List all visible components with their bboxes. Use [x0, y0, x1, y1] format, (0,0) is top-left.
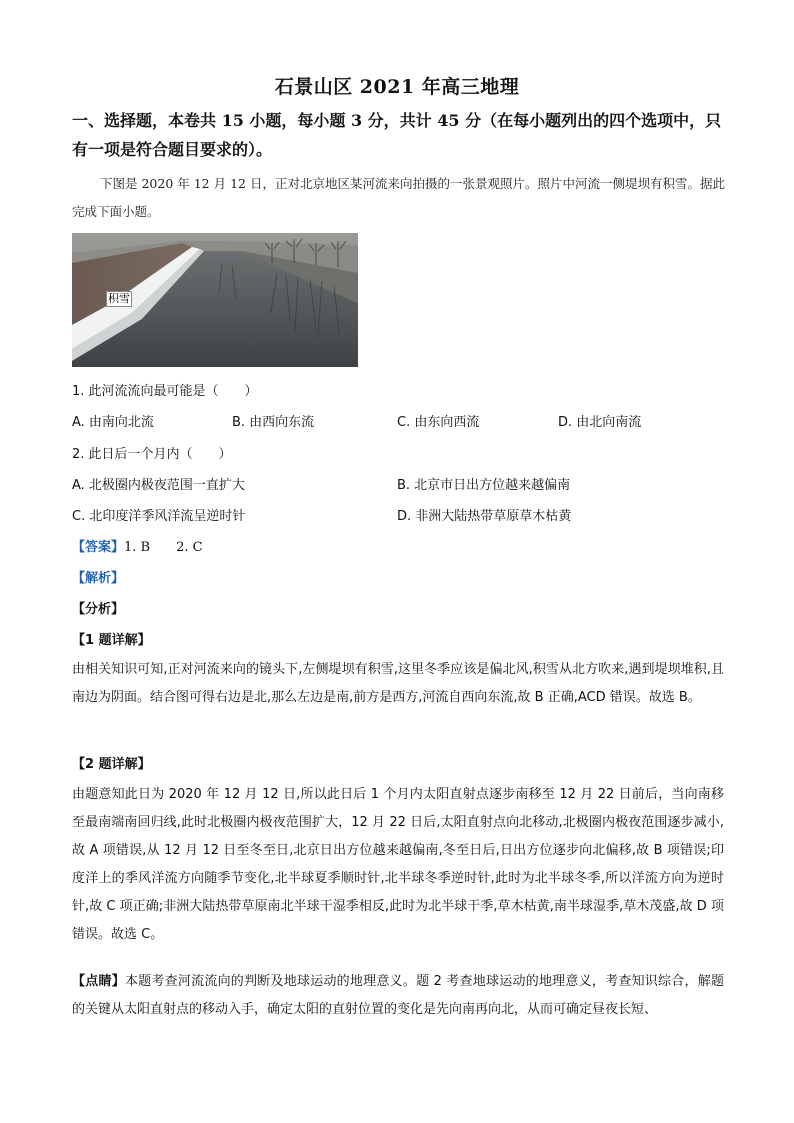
detail-1-text: 由相关知识可知,正对河流来向的镜头下,左侧堤坝有积雪,这里冬季应该是偏北风,积雪从北方吹来,遇到堤坝堆积,且南边为阴面。结合图可得右边是北,那么左边是南,前方是西方,河流自西向东流,故 B 正确,ACD 错误。故选 B。 [72, 662, 724, 705]
question-1-stem: 1. 此河流流向最可能是（ ） [72, 384, 258, 399]
detail-2-text: 由题意知此日为 2020 年 12 月 12 日,所以此日后 1 个月内太阳直射点逐步南移至 12 月 22 日前后，当向南移至最南端南回归线,此时北极圈内极夜范围扩大，12 月 22 日后,太阳直射点向北移动,北极圈内极夜范围逐步减小,故 A 项错误,从 12 月 12 日至冬至日,北京日出方位越来越偏南,冬至日后,日出方位逐步向北偏移,故 B 项错误;印度洋上的季风洋流方向随季节变化,北半球夏季顺时针,北半球冬季逆时针,此时为北半球冬季,所以洋流方向为逆时针,故 C 项正确;非洲大陆热带草原南北半球干湿季相反,此时为北半球干季,草木枯黄,南半球湿季,草木茂盛,故 D 项错误。故选 C。 [72, 787, 724, 942]
q2-option-b: B. 北京市日出方位越来越偏南 [397, 478, 571, 493]
q1-option-a: A. 由南向北流 [72, 415, 154, 430]
q2-option-c: C. 北印度洋季风洋流呈逆时针 [72, 509, 246, 524]
q2-option-d: D. 非洲大陆热带草原草木枯黄 [397, 509, 572, 524]
comment-paragraph [72, 968, 724, 1024]
answer-tag: 【答案】 [72, 540, 125, 555]
analysis-tag: 【解析】 [72, 571, 125, 586]
comment-tag: 【点睛】 [72, 974, 125, 989]
q2-option-a: A. 北极圈内极夜范围一直扩大 [72, 478, 245, 493]
fenxi-tag: 【分析】 [72, 602, 125, 617]
question-intro: 下图是 2020 年 12 月 12 日，正对北京地区某河流来向拍摄的一张景观照片。照片中河流一侧堤坝有积雪。据此完成下面小题。 [72, 176, 725, 219]
page-title: 石景山区 2021 年高三地理 [274, 76, 520, 98]
answer-text: 1. B 2. C [124, 540, 203, 555]
detail-2-tag: 【2 题详解】 [72, 757, 151, 772]
q1-option-d: D. 由北向南流 [558, 415, 642, 430]
river-photo [72, 233, 358, 367]
q1-option-c: C. 由东向西流 [397, 415, 480, 430]
snow-annotation-label: 积雪 [108, 292, 130, 305]
comment-text: 本题考查河流流向的判断及地球运动的地理意义。题 2 考查地球运动的地理意义，考查知识综合，解题的关键从太阳直射点的移动入手，确定太阳的直射位置的变化是先向南再向北，从而可确定昼夜长短、 [72, 974, 724, 1017]
section-heading: 一、选择题，本卷共 15 小题，每小题 3 分，共计 45 分（在每小题列出的四个选项中，只有一项是符合题目要求的）。 [72, 111, 722, 159]
question-2-stem: 2. 此日后一个月内（ ） [72, 447, 232, 462]
q1-option-b: B. 由西向东流 [232, 415, 315, 430]
detail-1-tag: 【1 题详解】 [72, 633, 151, 648]
answer-line [72, 536, 203, 555]
